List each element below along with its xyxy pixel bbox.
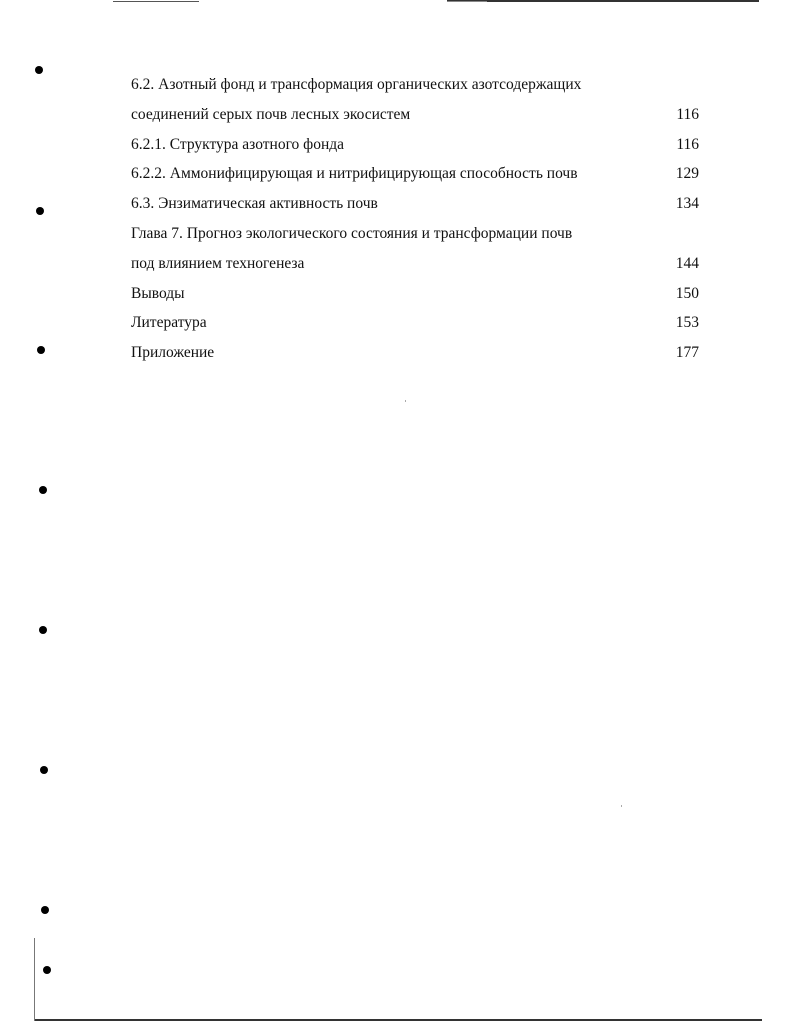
toc-entry — [131, 130, 701, 160]
scan-speck — [621, 805, 622, 807]
toc-entry-title: 6.2.1. Структура азотного фонда — [131, 135, 345, 153]
top-rule-left — [113, 1, 199, 2]
scan-speck — [405, 400, 406, 402]
toc-entry-page: 177 — [675, 344, 699, 362]
punch-hole — [41, 906, 49, 914]
toc-entry-title: 6.2. Азотный фонд и трансформация органических азотсодержащих — [131, 76, 582, 93]
punch-hole — [40, 766, 48, 774]
punch-hole — [39, 626, 47, 634]
toc-entry-page: 129 — [675, 165, 699, 183]
toc-entry — [131, 338, 701, 368]
toc-entry — [131, 219, 701, 249]
punch-hole — [39, 486, 47, 494]
toc-entry — [131, 159, 701, 189]
toc-entry-title: 6.2.2. Аммонифицирующая и нитрифицирующая способность почв — [131, 165, 578, 183]
left-edge-rule — [34, 938, 35, 1021]
toc-entry-title: Выводы — [131, 284, 185, 302]
toc-entry-title: под влиянием техногенеза — [131, 254, 305, 272]
punch-hole — [43, 966, 51, 974]
toc-entry — [131, 100, 701, 130]
toc-entry-title: Приложение — [131, 344, 215, 362]
punch-hole — [36, 207, 44, 215]
toc-entry-page: 116 — [676, 135, 699, 153]
toc-entry — [131, 189, 701, 219]
toc-entry — [131, 279, 701, 309]
toc-entry-page: 144 — [675, 254, 699, 272]
table-of-contents — [131, 70, 701, 368]
toc-entry-page: 134 — [675, 195, 699, 213]
punch-hole — [35, 66, 43, 74]
toc-entry — [131, 308, 701, 338]
toc-entry-title: соединений серых почв лесных экосистем — [131, 105, 411, 123]
toc-entry-page: 153 — [675, 314, 699, 332]
toc-entry-title: 6.3. Энзиматическая активность почв — [131, 195, 378, 213]
bottom-rule — [35, 1019, 762, 1021]
punch-hole — [37, 346, 45, 354]
toc-entry-page: 116 — [676, 105, 699, 123]
toc-entry-page: 150 — [675, 284, 699, 302]
top-rule-right-thin — [447, 1, 487, 2]
toc-entry-title: Литература — [131, 314, 207, 332]
toc-entry-title: Глава 7. Прогноз экологического состояния и трансформации почв — [131, 224, 573, 242]
toc-entry — [131, 70, 701, 100]
toc-entry — [131, 249, 701, 279]
top-rule-right — [447, 0, 759, 2]
